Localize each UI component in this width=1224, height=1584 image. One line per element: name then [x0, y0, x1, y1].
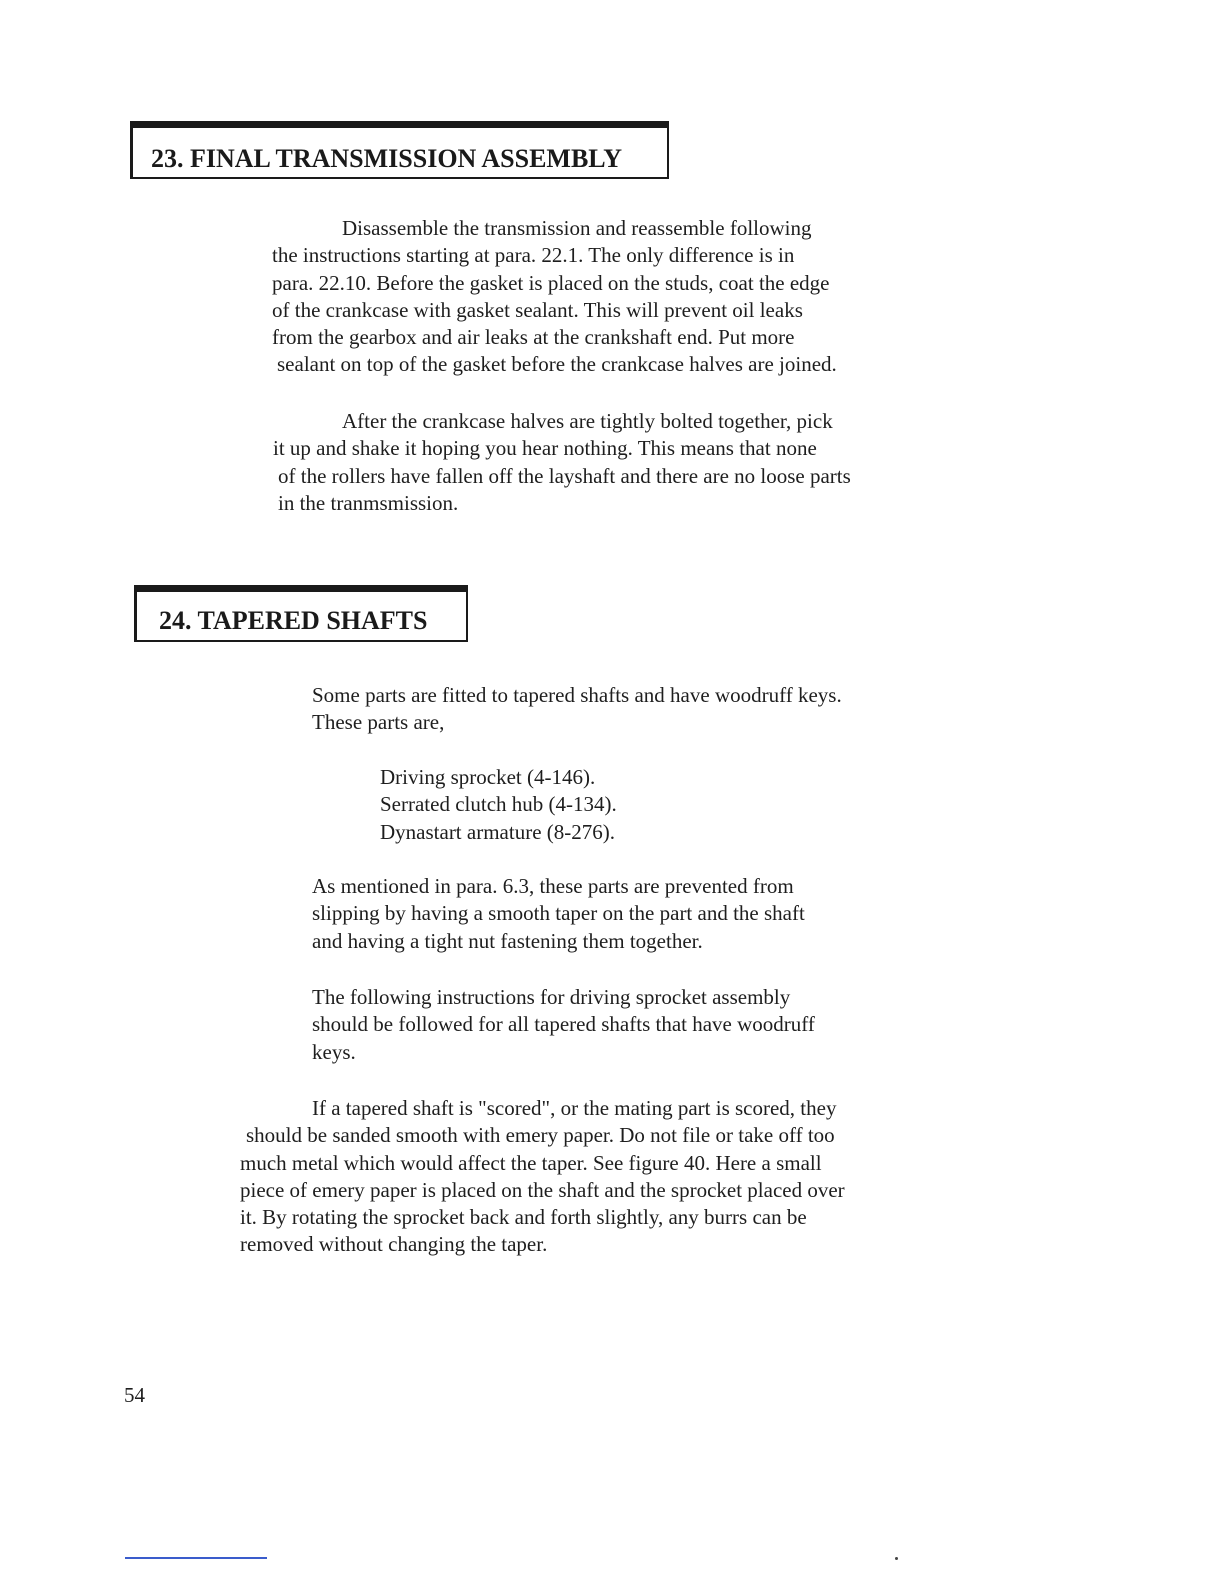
paragraph-line: Disassemble the transmission and reassemble following: [342, 216, 812, 240]
parts-list: [380, 764, 617, 846]
paragraph-line: slipping by having a smooth taper on the part and the shaft: [312, 901, 805, 926]
list-item: Serrated clutch hub (4-134).: [380, 792, 617, 817]
paragraph-line: of the rollers have fallen off the layshaft and there are no loose parts: [278, 463, 851, 488]
paragraph-line: After the crankcase halves are tightly bolted together, pick: [342, 409, 833, 433]
section-heading-tapered-shafts: 24. TAPERED SHAFTS: [134, 585, 468, 642]
paragraph-line: should be sanded smooth with emery paper. Do not file or take off too: [246, 1123, 835, 1148]
paragraph-line: in the tranmsmission.: [278, 490, 459, 515]
paragraph-line: and having a tight nut fastening them together.: [312, 928, 703, 953]
paragraph-line: The following instructions for driving sprocket assembly: [312, 985, 791, 1009]
paragraph-following-instructions: [312, 984, 815, 1066]
paragraph-parts-fitted-to-tapered-shafts: [312, 682, 842, 737]
paragraph-line: Some parts are fitted to tapered shafts and have woodruff keys.: [312, 683, 842, 707]
paragraph-line: para. 22.10. Before the gasket is placed on the studs, coat the edge: [272, 270, 830, 295]
page-number: 54: [124, 1383, 145, 1407]
paragraph-line: the instructions starting at para. 22.1. The only difference is in: [272, 243, 795, 268]
paragraph-crankcase-halves-bolted: [270, 408, 851, 517]
paragraph-line: If a tapered shaft is "scored", or the mating part is scored, they: [312, 1096, 837, 1120]
list-item: Driving sprocket (4-146).: [380, 765, 596, 789]
stray-dot: [895, 1557, 898, 1560]
paragraph-line: should be followed for all tapered shafts that have woodruff: [312, 1012, 815, 1037]
list-item: Dynastart armature (8-276).: [380, 819, 615, 844]
paragraph-line: from the gearbox and air leaks at the crankshaft end. Put more: [272, 325, 795, 350]
paragraph-smooth-taper: [312, 873, 805, 955]
paragraph-line: keys.: [312, 1039, 356, 1064]
section-heading-final-transmission-assembly: 23. FINAL TRANSMISSION ASSEMBLY: [130, 121, 669, 179]
paragraph-line: much metal which would affect the taper. See figure 40. Here a small: [240, 1150, 822, 1175]
paragraph-line: it up and shake it hoping you hear nothing. This means that none: [273, 436, 817, 461]
paragraph-line: it. By rotating the sprocket back and forth slightly, any burrs can be: [240, 1205, 807, 1230]
footer-rule: [125, 1557, 267, 1559]
paragraph-line: of the crankcase with gasket sealant. This will prevent oil leaks: [272, 297, 803, 322]
paragraph-line: removed without changing the taper.: [240, 1232, 548, 1257]
paragraph-disassemble-transmission: [270, 215, 837, 379]
paragraph-line: These parts are,: [312, 710, 445, 735]
paragraph-line: As mentioned in para. 6.3, these parts are prevented from: [312, 874, 794, 898]
paragraph-line: sealant on top of the gasket before the crankcase halves are joined.: [277, 352, 837, 377]
paragraph-scored-shaft: [240, 1095, 845, 1259]
paragraph-line: piece of emery paper is placed on the shaft and the sprocket placed over: [240, 1177, 845, 1202]
